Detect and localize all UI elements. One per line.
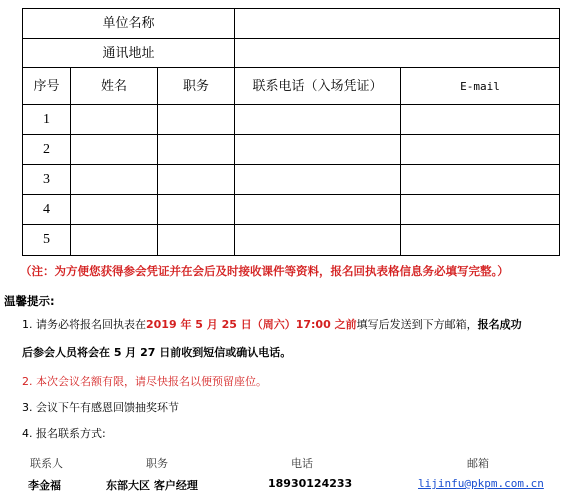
contact-email-link[interactable]: lijinfu@pkpm.com.cn xyxy=(418,477,544,490)
position-cell[interactable] xyxy=(158,165,235,195)
name-cell[interactable] xyxy=(71,105,158,135)
contact-header-email: 邮箱 xyxy=(467,457,489,470)
deadline-text: 2019 年 5 月 25 日（周六）17:00 之前 xyxy=(146,318,357,331)
phone-cell[interactable] xyxy=(235,195,401,225)
phone-cell[interactable] xyxy=(235,105,401,135)
email-cell[interactable] xyxy=(401,105,560,135)
header-row xyxy=(23,68,560,105)
row-index: 3 xyxy=(23,165,71,195)
phone-cell[interactable] xyxy=(235,135,401,165)
unit-name-label: 单位名称 xyxy=(23,9,235,39)
unit-name-field[interactable] xyxy=(235,9,560,39)
registration-form-table xyxy=(22,8,560,256)
row-index: 5 xyxy=(23,225,71,256)
row-index: 2 xyxy=(23,135,71,165)
email-cell[interactable] xyxy=(401,195,560,225)
contact-title: 东部大区 客户经理 xyxy=(106,479,198,492)
position-cell[interactable] xyxy=(158,195,235,225)
name-cell[interactable] xyxy=(71,225,158,256)
contact-header-name: 联系人 xyxy=(30,457,63,470)
form-note: （注：为方便您获得参会凭证并在会后及时接收课件等资料，报名回执表格信息务必填写完整。） xyxy=(20,264,509,278)
contact-header-phone: 电话 xyxy=(291,457,313,470)
contact-name: 李金福 xyxy=(28,479,61,492)
header-email: E-mail xyxy=(401,68,560,105)
header-phone: 联系电话（入场凭证） xyxy=(235,68,401,105)
position-cell[interactable] xyxy=(158,225,235,256)
tip-item-2: 2. 本次会议名额有限，请尽快报名以便预留座位。 xyxy=(22,375,267,388)
table-row xyxy=(23,225,560,256)
phone-cell[interactable] xyxy=(235,165,401,195)
name-cell[interactable] xyxy=(71,195,158,225)
tips-title: 温馨提示: xyxy=(4,294,55,308)
row-index: 1 xyxy=(23,105,71,135)
email-cell[interactable] xyxy=(401,165,560,195)
name-cell[interactable] xyxy=(71,135,158,165)
contact-phone: 18930124233 xyxy=(268,477,353,490)
tip1-middle: 填写后发送到下方邮箱， xyxy=(356,318,478,331)
table-row xyxy=(23,135,560,165)
tip-item-4: 4. 报名联系方式: xyxy=(22,427,106,440)
table-row xyxy=(23,165,560,195)
email-cell[interactable] xyxy=(401,135,560,165)
table-row xyxy=(23,195,560,225)
position-cell[interactable] xyxy=(158,105,235,135)
position-cell[interactable] xyxy=(158,135,235,165)
tip-item-1-line2: 后参会人员将会在 5 月 27 日前收到短信或确认电话。 xyxy=(22,346,292,359)
tip-item-1 xyxy=(22,316,522,332)
tip1-bold: 报名成功 xyxy=(477,318,522,331)
row-index: 4 xyxy=(23,195,71,225)
header-position: 职务 xyxy=(158,68,235,105)
header-index: 序号 xyxy=(23,68,71,105)
tip-item-3: 3. 会议下午有感恩回馈抽奖环节 xyxy=(22,401,179,414)
address-label: 通讯地址 xyxy=(23,39,235,68)
contact-header-title: 职务 xyxy=(146,457,168,470)
unit-name-row xyxy=(23,9,560,39)
email-cell[interactable] xyxy=(401,225,560,256)
tip1-prefix: 1. 请务必将报名回执表在 xyxy=(22,318,146,331)
table-row xyxy=(23,105,560,135)
address-row xyxy=(23,39,560,68)
address-field[interactable] xyxy=(235,39,560,68)
phone-cell[interactable] xyxy=(235,225,401,256)
header-name: 姓名 xyxy=(71,68,158,105)
name-cell[interactable] xyxy=(71,165,158,195)
